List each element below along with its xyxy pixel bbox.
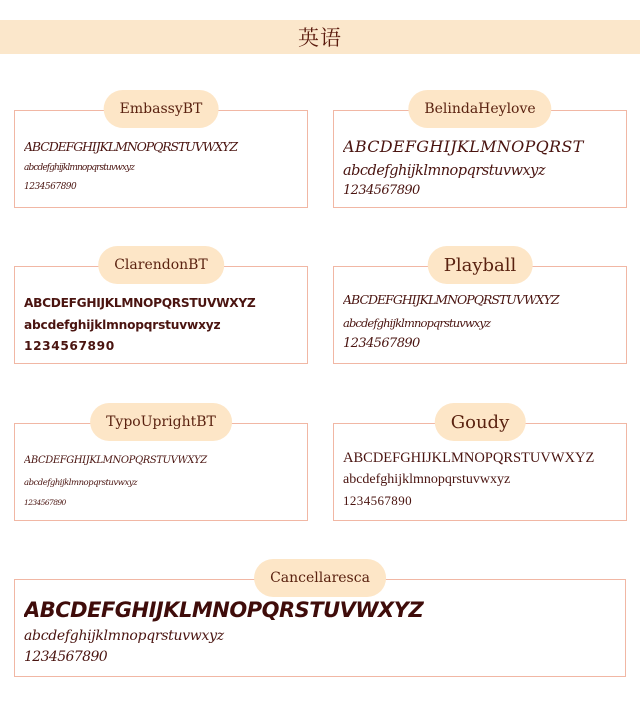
font-card-cancellaresca <box>14 559 626 677</box>
font-card-clarendonbt <box>14 246 308 364</box>
uppercase-sample: ABCDEFGHIJKLMNOPQRSTUVWXYZ <box>343 292 559 307</box>
digits-sample: 1234567890 <box>343 183 420 198</box>
font-name-badge: TypoUprightBT <box>90 403 232 441</box>
section-header <box>0 20 640 54</box>
lowercase-sample: abcdefghijklmnopqrstuvwxyz <box>343 163 545 179</box>
font-card-playball <box>333 246 627 364</box>
uppercase-sample: ABCDEFGHIJKLMNOPQRST <box>343 137 584 156</box>
uppercase-sample: ABCDEFGHIJKLMNOPQRSTUVWXYZ <box>24 139 237 154</box>
font-card-goudy <box>333 403 627 521</box>
digits-sample: 1234567890 <box>24 649 108 665</box>
font-name-badge: Playball <box>428 246 533 284</box>
digits-sample: 1234567890 <box>24 339 115 353</box>
uppercase-sample: ABCDEFGHIJKLMNOPQRSTUVWXYZ <box>24 455 207 466</box>
font-name-badge: ClarendonBT <box>98 246 224 284</box>
uppercase-sample: ABCDEFGHIJKLMNOPQRSTUVWXYZ <box>24 598 424 622</box>
font-name-badge: Goudy <box>435 403 526 441</box>
lowercase-sample: abcdefghijklmnopqrstuvwxyz <box>24 628 224 644</box>
lowercase-sample: abcdefghijklmnopqrstuvwxyz <box>343 316 491 330</box>
font-card-belindaheylove <box>333 90 627 208</box>
uppercase-sample: ABCDEFGHIJKLMNOPQRSTUVWXYZ <box>343 450 595 466</box>
lowercase-sample: abcdefghijklmnopqrstuvwxyz <box>24 478 138 488</box>
font-card-embassybt <box>14 90 308 208</box>
lowercase-sample: abcdefghijklmnopqrstuvwxyz <box>24 163 135 173</box>
digits-sample: 1234567890 <box>343 336 420 351</box>
lowercase-sample: abcdefghijklmnopqrstuvwxyz <box>24 318 221 332</box>
digits-sample: 1234567890 <box>343 493 412 508</box>
uppercase-sample: ABCDEFGHIJKLMNOPQRSTUVWXYZ <box>24 296 256 310</box>
lowercase-sample: abcdefghijklmnopqrstuvwxyz <box>343 472 511 487</box>
font-name-badge: Cancellaresca <box>254 559 386 597</box>
digits-sample: 1234567890 <box>24 498 66 507</box>
font-name-badge: EmbassyBT <box>104 90 219 128</box>
font-name-badge: BelindaHeylove <box>408 90 551 128</box>
font-card-typouprightbt <box>14 403 308 521</box>
digits-sample: 1234567890 <box>24 182 77 192</box>
section-title: 英语 <box>298 26 342 50</box>
